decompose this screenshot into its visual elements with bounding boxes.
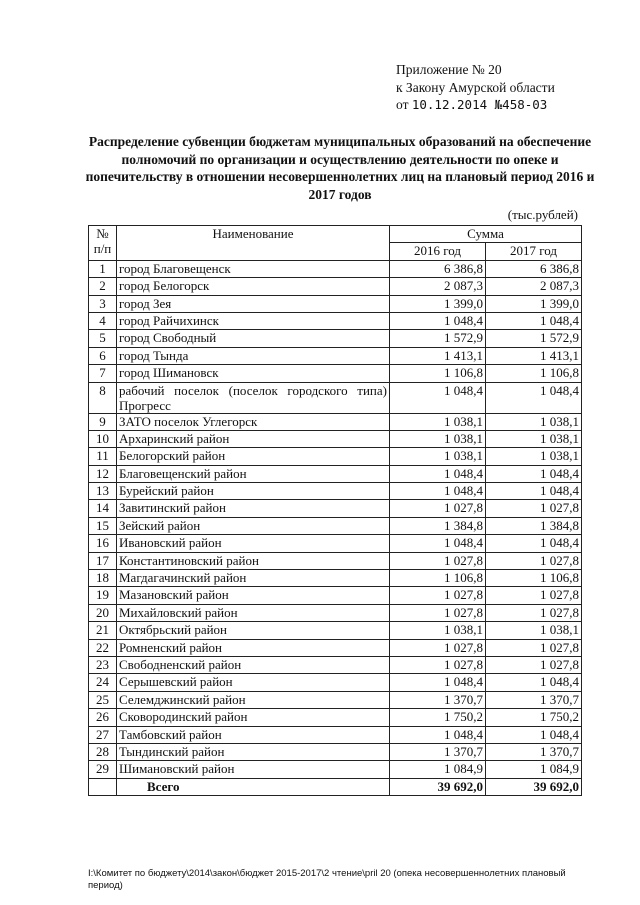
table-row xyxy=(89,743,582,760)
table-row xyxy=(89,570,582,587)
table-row xyxy=(89,365,582,382)
row-num: 23 xyxy=(89,656,117,673)
row-value-2017: 1 048,4 xyxy=(486,312,582,329)
row-value-2017: 1 048,4 xyxy=(486,674,582,691)
table-row xyxy=(89,312,582,329)
row-value-2016: 1 048,4 xyxy=(390,674,486,691)
row-num: 22 xyxy=(89,639,117,656)
row-num: 27 xyxy=(89,726,117,743)
row-num: 20 xyxy=(89,604,117,621)
row-value-2016: 1 038,1 xyxy=(390,622,486,639)
table-row xyxy=(89,535,582,552)
row-name: город Шимановск xyxy=(117,365,390,382)
row-name: город Райчихинск xyxy=(117,312,390,329)
row-name: Свободненский район xyxy=(117,656,390,673)
table-row xyxy=(89,465,582,482)
row-value-2016: 1 048,4 xyxy=(390,312,486,329)
total-label: Всего xyxy=(117,778,390,795)
table-row xyxy=(89,413,582,430)
row-num: 8 xyxy=(89,382,117,413)
row-name: Серышевский район xyxy=(117,674,390,691)
table-row xyxy=(89,674,582,691)
row-num: 3 xyxy=(89,295,117,312)
row-value-2016: 1 572,9 xyxy=(390,330,486,347)
table-row xyxy=(89,726,582,743)
row-value-2016: 1 048,4 xyxy=(390,382,486,413)
table-row xyxy=(89,656,582,673)
row-name: Сковородинский район xyxy=(117,709,390,726)
table-row xyxy=(89,330,582,347)
row-value-2016: 2 087,3 xyxy=(390,278,486,295)
row-value-2017: 2 087,3 xyxy=(486,278,582,295)
appendix-date xyxy=(396,96,555,114)
row-value-2016: 1 038,1 xyxy=(390,430,486,447)
row-value-2017: 1 048,4 xyxy=(486,726,582,743)
row-value-2017: 1 048,4 xyxy=(486,382,582,413)
row-name: Зейский район xyxy=(117,517,390,534)
row-num: 21 xyxy=(89,622,117,639)
total-2017: 39 692,0 xyxy=(486,778,582,795)
row-num: 19 xyxy=(89,587,117,604)
row-name: Бурейский район xyxy=(117,483,390,500)
row-value-2017: 1 413,1 xyxy=(486,347,582,364)
total-num xyxy=(89,778,117,795)
row-value-2016: 1 048,4 xyxy=(390,535,486,552)
row-value-2017: 1 027,8 xyxy=(486,587,582,604)
row-name: Тындинский район xyxy=(117,743,390,760)
appendix-law: к Закону Амурской области xyxy=(396,79,555,95)
header-num: № п/п xyxy=(89,226,117,261)
row-value-2016: 1 370,7 xyxy=(390,743,486,760)
row-value-2017: 1 038,1 xyxy=(486,413,582,430)
table-row xyxy=(89,278,582,295)
row-num: 24 xyxy=(89,674,117,691)
table-body xyxy=(89,260,582,778)
row-value-2017: 1 370,7 xyxy=(486,743,582,760)
row-name: Михайловский район xyxy=(117,604,390,621)
row-value-2016: 1 027,8 xyxy=(390,604,486,621)
row-value-2017: 1 027,8 xyxy=(486,552,582,569)
row-value-2017: 1 048,4 xyxy=(486,535,582,552)
row-value-2017: 1 048,4 xyxy=(486,465,582,482)
file-path-footer: I:\Комитет по бюджету\2014\закон\бюджет 2015-2017\2 чтение\pril 20 (опека несовершеннолетних плановый период) xyxy=(88,868,566,891)
appendix-number: Приложение № 20 xyxy=(396,62,502,77)
table-row xyxy=(89,382,582,413)
row-name: рабочий поселок (поселок городского типа) Прогресс xyxy=(117,382,390,413)
row-name: город Тында xyxy=(117,347,390,364)
row-value-2017: 1 027,8 xyxy=(486,656,582,673)
row-name: Ромненский район xyxy=(117,639,390,656)
row-num: 12 xyxy=(89,465,117,482)
row-value-2017: 1 750,2 xyxy=(486,709,582,726)
total-2016: 39 692,0 xyxy=(390,778,486,795)
table-row xyxy=(89,622,582,639)
appendix-date-handwritten: 10.12.2014 №458-03 xyxy=(411,97,548,112)
row-value-2016: 1 027,8 xyxy=(390,552,486,569)
row-value-2017: 6 386,8 xyxy=(486,260,582,277)
header-sum: Сумма xyxy=(390,226,582,243)
row-name: Магдагачинский район xyxy=(117,570,390,587)
row-num: 1 xyxy=(89,260,117,277)
row-name: Мазановский район xyxy=(117,587,390,604)
table-row xyxy=(89,517,582,534)
row-num: 15 xyxy=(89,517,117,534)
row-value-2017: 1 399,0 xyxy=(486,295,582,312)
header-name: Наименование xyxy=(117,226,390,261)
row-name: город Свободный xyxy=(117,330,390,347)
row-value-2016: 1 106,8 xyxy=(390,365,486,382)
row-num: 4 xyxy=(89,312,117,329)
units-label: (тыс.рублей) xyxy=(507,207,578,222)
row-num: 18 xyxy=(89,570,117,587)
subvention-table xyxy=(88,225,582,796)
row-name: город Белогорск xyxy=(117,278,390,295)
table-row xyxy=(89,761,582,778)
row-value-2017: 1 027,8 xyxy=(486,639,582,656)
row-name: город Благовещенск xyxy=(117,260,390,277)
row-num: 7 xyxy=(89,365,117,382)
row-name: Константиновский район xyxy=(117,552,390,569)
row-value-2016: 1 750,2 xyxy=(390,709,486,726)
row-name: Ивановский район xyxy=(117,535,390,552)
row-name: Белогорский район xyxy=(117,448,390,465)
table-row xyxy=(89,430,582,447)
row-value-2016: 1 370,7 xyxy=(390,691,486,708)
row-num: 5 xyxy=(89,330,117,347)
row-num: 25 xyxy=(89,691,117,708)
row-value-2017: 1 038,1 xyxy=(486,622,582,639)
row-value-2016: 1 413,1 xyxy=(390,347,486,364)
row-name: Благовещенский район xyxy=(117,465,390,482)
row-name: город Зея xyxy=(117,295,390,312)
row-value-2017: 1 038,1 xyxy=(486,430,582,447)
row-value-2016: 1 048,4 xyxy=(390,465,486,482)
table-header-row xyxy=(89,226,582,243)
table-row xyxy=(89,260,582,277)
row-value-2016: 1 038,1 xyxy=(390,448,486,465)
table-row xyxy=(89,604,582,621)
table-total-row xyxy=(89,778,582,795)
row-value-2017: 1 572,9 xyxy=(486,330,582,347)
row-num: 14 xyxy=(89,500,117,517)
row-value-2016: 1 384,8 xyxy=(390,517,486,534)
row-name: Тамбовский район xyxy=(117,726,390,743)
row-value-2017: 1 370,7 xyxy=(486,691,582,708)
row-value-2016: 1 048,4 xyxy=(390,726,486,743)
table-row xyxy=(89,448,582,465)
row-num: 13 xyxy=(89,483,117,500)
header-year-2016: 2016 год xyxy=(390,243,486,260)
row-name: ЗАТО поселок Углегорск xyxy=(117,413,390,430)
row-value-2016: 1 027,8 xyxy=(390,587,486,604)
row-num: 10 xyxy=(89,430,117,447)
row-num: 29 xyxy=(89,761,117,778)
header-year-2017: 2017 год xyxy=(486,243,582,260)
document-title: Распределение субвенции бюджетам муниципальных образований на обеспечение полномочий по организации и осуществлению деятельности по опеке и попечительству в отношении несовершеннолетних лиц на плановый период 2016 и 2017 годов xyxy=(85,134,595,202)
row-value-2017: 1 106,8 xyxy=(486,365,582,382)
row-value-2017: 1 384,8 xyxy=(486,517,582,534)
row-num: 9 xyxy=(89,413,117,430)
row-num: 16 xyxy=(89,535,117,552)
row-name: Шимановский район xyxy=(117,761,390,778)
row-num: 2 xyxy=(89,278,117,295)
row-name: Архаринский район xyxy=(117,430,390,447)
row-name: Селемджинский район xyxy=(117,691,390,708)
row-num: 17 xyxy=(89,552,117,569)
appendix-date-prefix: от xyxy=(396,97,412,112)
row-value-2016: 1 027,8 xyxy=(390,639,486,656)
row-value-2017: 1 027,8 xyxy=(486,500,582,517)
row-value-2017: 1 106,8 xyxy=(486,570,582,587)
row-value-2016: 1 027,8 xyxy=(390,500,486,517)
row-value-2016: 1 084,9 xyxy=(390,761,486,778)
table-row xyxy=(89,347,582,364)
row-value-2016: 6 386,8 xyxy=(390,260,486,277)
table-row xyxy=(89,552,582,569)
appendix-block xyxy=(396,61,555,114)
row-value-2016: 1 038,1 xyxy=(390,413,486,430)
row-value-2017: 1 048,4 xyxy=(486,483,582,500)
row-num: 11 xyxy=(89,448,117,465)
table-row xyxy=(89,500,582,517)
table-row xyxy=(89,639,582,656)
row-value-2017: 1 038,1 xyxy=(486,448,582,465)
row-num: 28 xyxy=(89,743,117,760)
row-value-2016: 1 399,0 xyxy=(390,295,486,312)
row-value-2016: 1 048,4 xyxy=(390,483,486,500)
table-row xyxy=(89,295,582,312)
row-value-2016: 1 106,8 xyxy=(390,570,486,587)
table-row xyxy=(89,483,582,500)
row-num: 26 xyxy=(89,709,117,726)
row-value-2017: 1 027,8 xyxy=(486,604,582,621)
table-row xyxy=(89,587,582,604)
row-num: 6 xyxy=(89,347,117,364)
row-value-2016: 1 027,8 xyxy=(390,656,486,673)
table-row xyxy=(89,691,582,708)
row-value-2017: 1 084,9 xyxy=(486,761,582,778)
table-row xyxy=(89,709,582,726)
row-name: Октябрьский район xyxy=(117,622,390,639)
row-name: Завитинский район xyxy=(117,500,390,517)
